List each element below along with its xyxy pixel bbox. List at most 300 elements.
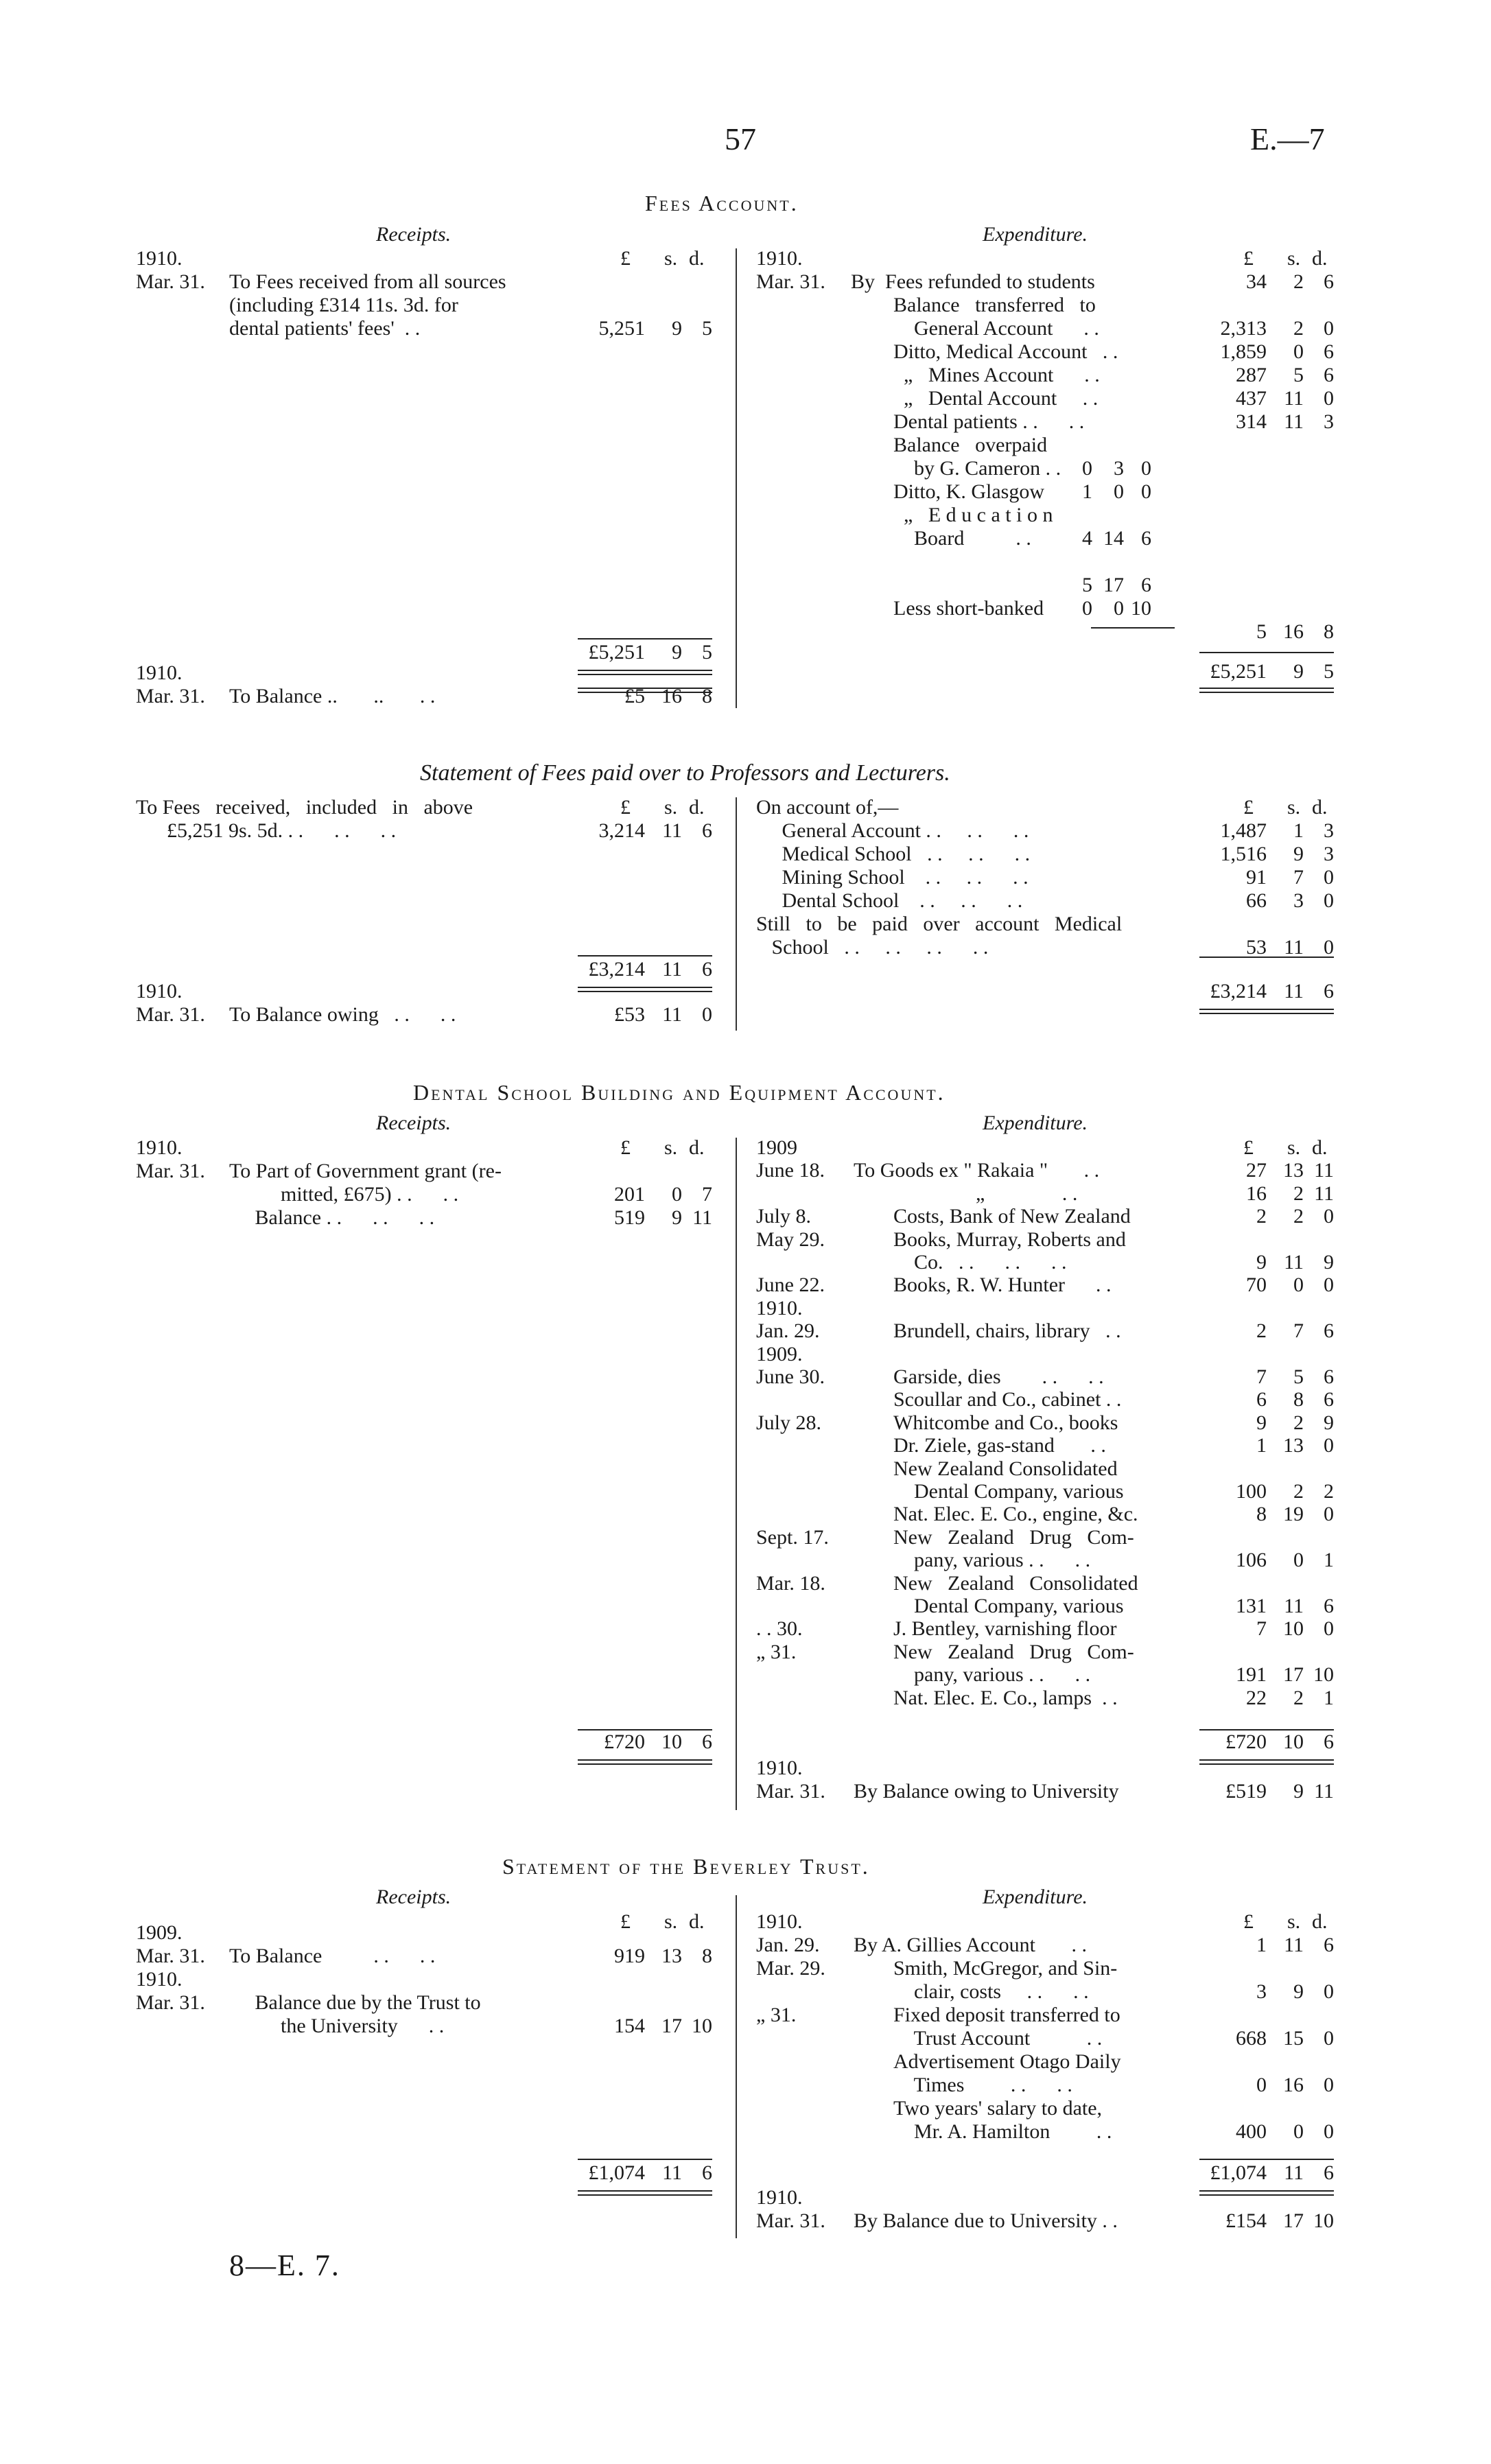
entry-description: New Zealand Consolidated — [893, 1457, 1118, 1480]
amount-shillings: 2 — [1293, 1686, 1304, 1709]
amount-pounds: 1 — [1256, 1434, 1267, 1457]
double-rule — [1199, 1009, 1334, 1014]
amount-pounds: 2,313 — [1220, 317, 1267, 340]
entry-description: By A. Gillies Account . . — [854, 1934, 1087, 1956]
amount-pence: 0 — [1324, 1980, 1334, 2003]
ledger-row — [0, 1503, 1491, 1526]
ledger-row — [0, 1411, 1491, 1435]
total-pounds: £720 — [1225, 1730, 1267, 1753]
total-shillings: 11 — [662, 958, 682, 981]
amount-pence: 6 — [1324, 1934, 1334, 1956]
amount-pounds: 1,516 — [1220, 843, 1267, 865]
beverley-right-total — [0, 2161, 1491, 2185]
entry-description: Times . . . . — [893, 2074, 1072, 2096]
ledger-row — [0, 2050, 1491, 2074]
entry-description: Costs, Bank of New Zealand — [893, 1205, 1131, 1228]
entry-date: 1910. — [756, 247, 803, 270]
total-rule — [1199, 2159, 1334, 2160]
inner-pence: 10 — [1131, 597, 1151, 620]
ledger-row — [0, 1003, 1491, 1026]
entry-description: Trust Account . . — [893, 2027, 1103, 2050]
total-pence: 6 — [1324, 1730, 1334, 1753]
amount-pounds: 3 — [1256, 1980, 1267, 2003]
ledger-row — [0, 2004, 1491, 2027]
ledger-row — [0, 317, 1491, 340]
total-pounds: £3,214 — [588, 958, 645, 981]
beverley-trust-title: Statement of the Beverley Trust. — [502, 1854, 870, 1879]
amount-pounds: 91 — [1246, 866, 1267, 889]
prof-divider — [736, 797, 737, 1031]
entry-description: Fixed deposit transferred to — [893, 2004, 1120, 2026]
total-pence: 6 — [1324, 980, 1334, 1002]
amount-pounds: 2 — [1256, 1205, 1267, 1228]
entry-date: Mar. 31. — [136, 1945, 205, 1967]
ledger-row — [0, 1480, 1491, 1503]
entry-date: Mar. 29. — [756, 1957, 825, 1980]
ledger-row — [0, 1526, 1491, 1549]
entry-date: Mar. 31. — [756, 2209, 825, 2232]
amount-pence: 0 — [1324, 2027, 1334, 2050]
entry-description: By Fees refunded to students — [851, 270, 1095, 293]
amount-pence: 8 — [1324, 620, 1334, 643]
ledger-row — [0, 504, 1491, 527]
entry-description: New Zealand Drug Com- — [893, 1640, 1134, 1663]
amount-pounds: 191 — [1236, 1663, 1267, 1687]
entry-description: General Account . . . . . . — [756, 819, 1029, 842]
ledger-row — [0, 340, 1491, 364]
amount-pounds: 106 — [1236, 1549, 1267, 1572]
ledger-row — [0, 1572, 1491, 1595]
amount-pounds: 287 — [1236, 364, 1267, 386]
amount-pounds: 27 — [1246, 1159, 1267, 1182]
entry-date: Mar. 31. — [756, 270, 825, 293]
amount-pence: 6 — [1324, 270, 1334, 293]
entry-description: „ Mines Account . . — [893, 364, 1100, 386]
amount-shillings: 2 — [1293, 317, 1304, 340]
ledger-row — [0, 1549, 1491, 1572]
amount-shillings: 10 — [1283, 1617, 1304, 1641]
ledger-row — [0, 1343, 1491, 1366]
entry-description: Balance due by the Trust to — [229, 1991, 481, 2014]
dental-receipts-heading: Receipts. — [376, 1112, 451, 1134]
amount-pounds: £53 — [614, 1003, 645, 1026]
entry-date: 1910. — [136, 661, 183, 684]
entry-description: Whitcombe and Co., books — [893, 1411, 1118, 1434]
entry-description: Dental patients . . . . — [893, 410, 1085, 433]
ledger-row — [0, 796, 1491, 819]
ledger-row — [0, 866, 1491, 889]
amount-pence: 6 — [702, 819, 712, 842]
entry-description: Dental School . . . . . . — [756, 889, 1023, 912]
amount-pounds: 53 — [1246, 936, 1267, 959]
entry-description: pany, various . . . . — [893, 1663, 1091, 1687]
entry-description: Brundell, chairs, library . . — [893, 1319, 1121, 1343]
entry-description: Mr. A. Hamilton . . — [893, 2120, 1112, 2143]
amount-pence: 11 — [1314, 1159, 1334, 1182]
amount-shillings: 17 — [661, 2015, 682, 2037]
amount-pence: 0 — [1324, 387, 1334, 410]
amount-pounds: 400 — [1236, 2120, 1267, 2143]
ledger-row — [0, 294, 1491, 317]
professors-statement-title: Statement of Fees paid over to Professors and Lecturers. — [420, 760, 950, 786]
page-number: 57 — [725, 121, 756, 156]
amount-pence: 0 — [702, 1003, 712, 1026]
dental-expenditure-heading: Expenditure. — [983, 1112, 1088, 1134]
total-pence: 6 — [702, 1730, 712, 1753]
amount-shillings: 2 — [1293, 270, 1304, 293]
amount-pounds: £5 — [624, 685, 645, 707]
ledger-row — [0, 1319, 1491, 1343]
ledger-row — [0, 2209, 1491, 2233]
ledger-row — [0, 1205, 1491, 1228]
amount-pence: 6 — [1324, 364, 1334, 386]
amount-pence: 1 — [1324, 1686, 1334, 1709]
entry-description: £5,251 9s. 5d. . . . . . . — [136, 819, 397, 842]
ledger-row — [0, 247, 1491, 270]
amount-shillings: 0 — [1293, 1274, 1304, 1297]
total-rule — [1199, 652, 1334, 653]
inner-shillings: 0 — [1114, 480, 1124, 503]
total-pence: 6 — [702, 958, 712, 981]
entry-description: pany, various . . . . — [893, 1549, 1091, 1572]
ledger-row — [0, 1457, 1491, 1481]
entry-description: dental patients' fees' . . — [229, 317, 421, 340]
amount-shillings: 15 — [1283, 2027, 1304, 2050]
entry-description: To Balance .. .. . . — [229, 685, 436, 707]
ledger-row — [0, 1934, 1491, 1957]
amount-pounds: 1,487 — [1220, 819, 1267, 842]
amount-pounds: 8 — [1256, 1503, 1267, 1526]
ledger-row — [0, 1228, 1491, 1252]
amount-shillings: 11 — [1284, 387, 1304, 410]
amount-pence: 0 — [1324, 1434, 1334, 1457]
total-pounds: £3,214 — [1210, 980, 1267, 1002]
amount-shillings: 11 — [1284, 1934, 1304, 1956]
amount-pounds: 9 — [1256, 1411, 1267, 1434]
ledger-row — [0, 1641, 1491, 1664]
ledger-row — [0, 2027, 1491, 2050]
amount-shillings: 11 — [1284, 1251, 1304, 1274]
amount-pence: 11 — [692, 1206, 712, 1229]
ledger-row — [0, 1434, 1491, 1457]
amount-pence: 0 — [1324, 2074, 1334, 2096]
entry-date: 1910. — [136, 980, 183, 1002]
total-shillings: 9 — [672, 641, 682, 664]
total-shillings: 11 — [1284, 980, 1304, 1002]
entry-date: „ 31. — [756, 2004, 797, 2026]
ledger-row — [0, 574, 1491, 597]
amount-pounds: 6 — [1256, 1388, 1267, 1411]
entry-description: To Fees received, included in above — [136, 796, 473, 819]
amount-shillings: 9 — [672, 317, 682, 340]
ledger-row — [0, 410, 1491, 434]
ledger-row — [0, 843, 1491, 866]
amount-shillings: 5 — [1293, 364, 1304, 386]
signature-mark: 8—E. 7. — [229, 2249, 340, 2282]
total-rule — [1199, 957, 1334, 958]
amount-pence: 1 — [1324, 1549, 1334, 1572]
inner-pounds: 0 — [1082, 457, 1092, 480]
fees-divider — [736, 248, 737, 708]
ledger-row — [0, 270, 1491, 294]
total-pounds: £1,074 — [588, 2161, 645, 2184]
total-pounds: £5,251 — [1210, 660, 1267, 683]
amount-shillings: 11 — [662, 819, 682, 842]
amount-pence: 0 — [1324, 1274, 1334, 1297]
amount-shillings: 17 — [1283, 2209, 1304, 2232]
amount-pence: 11 — [1314, 1780, 1334, 1803]
amount-pence: 3 — [1324, 410, 1334, 433]
entry-description: „ . . — [893, 1182, 1078, 1205]
entry-date: . . 30. — [756, 1617, 803, 1641]
entry-description: Dental Company, various — [893, 1595, 1124, 1617]
ledger-row — [0, 1136, 1491, 1160]
ledger-row — [0, 527, 1491, 550]
amount-shillings: 2 — [1293, 1411, 1304, 1434]
ledger-row — [0, 889, 1491, 913]
entry-description: by G. Cameron . . — [893, 457, 1061, 480]
amount-shillings: 9 — [672, 1206, 682, 1229]
amount-pence: 5 — [702, 317, 712, 340]
entry-description: Still to be paid over account Medical — [756, 913, 1123, 935]
inner-shillings: 14 — [1103, 527, 1124, 550]
amount-pounds: 154 — [614, 2015, 645, 2037]
entry-description: By Balance due to University . . — [854, 2209, 1118, 2232]
entry-date: Mar. 31. — [136, 270, 205, 293]
ledger-row — [0, 1780, 1491, 1803]
inner-pounds: 0 — [1082, 597, 1092, 620]
entry-date: July 8. — [756, 1205, 812, 1228]
amount-pence: 10 — [692, 2015, 712, 2037]
ledger-row — [0, 1663, 1491, 1687]
entry-date: Mar. 31. — [756, 1780, 825, 1803]
ledger-row — [0, 457, 1491, 480]
dental-right-total — [0, 1730, 1491, 1754]
entry-date: Mar. 31. — [136, 1991, 205, 2014]
amount-pence: 3 — [1324, 843, 1334, 865]
entry-date: 1910. — [756, 2186, 803, 2209]
dental-account-title: Dental School Building and Equipment Account. — [413, 1080, 946, 1105]
fees-expenditure-heading: Expenditure. — [983, 223, 1088, 246]
amount-pounds: 0 — [1256, 2074, 1267, 2096]
entry-description: New Zealand Consolidated — [893, 1571, 1138, 1595]
total-pence: 5 — [702, 641, 712, 664]
amount-pence: 6 — [1324, 1388, 1334, 1411]
amount-pounds: 519 — [614, 1206, 645, 1229]
amount-pence: 0 — [1324, 936, 1334, 959]
amount-shillings: 13 — [661, 1945, 682, 1967]
entry-date: 1910. — [136, 1968, 183, 1991]
amount-pounds: 7 — [1256, 1365, 1267, 1388]
entry-description: Smith, McGregor, and Sin- — [893, 1957, 1118, 1980]
amount-pence: 0 — [1324, 889, 1334, 912]
amount-pounds: 437 — [1236, 387, 1267, 410]
total-pence: 5 — [1324, 660, 1334, 683]
ledger-row — [0, 2074, 1491, 2097]
amount-pence: 8 — [702, 685, 712, 707]
amount-pence: 0 — [1324, 1205, 1334, 1228]
beverley-expenditure-heading: Expenditure. — [983, 1886, 1088, 1908]
ledger-row — [0, 1159, 1491, 1182]
entry-description: Board . . — [893, 527, 1031, 550]
inner-pounds: 5 — [1082, 574, 1092, 596]
amount-pounds: 66 — [1246, 889, 1267, 912]
beverley-divider — [736, 1895, 737, 2238]
entry-description: (including £314 11s. 3d. for — [229, 294, 458, 316]
amount-pence: 9 — [1324, 1251, 1334, 1274]
entry-description: J. Bentley, varnishing floor — [893, 1617, 1117, 1641]
amount-pounds: 5,251 — [598, 317, 645, 340]
entry-description: Medical School . . . . . . — [756, 843, 1031, 865]
ledger-row — [0, 597, 1491, 620]
amount-shillings: 11 — [662, 1003, 682, 1026]
entry-description: Advertisement Otago Daily — [893, 2050, 1121, 2073]
inner-shillings: 3 — [1114, 457, 1124, 480]
ledger-row — [0, 1251, 1491, 1274]
amount-pounds: 668 — [1236, 2027, 1267, 2050]
subtotal-rule — [1091, 627, 1175, 629]
amount-pence: 0 — [1324, 317, 1334, 340]
fees-receipts-heading: Receipts. — [376, 223, 451, 246]
entry-date: July 28. — [756, 1411, 822, 1434]
inner-shillings: 17 — [1103, 574, 1124, 596]
ledger-row — [0, 1595, 1491, 1618]
amount-shillings: 0 — [1293, 2120, 1304, 2143]
total-pounds: £720 — [604, 1730, 645, 1753]
amount-shillings: 9 — [1293, 1780, 1304, 1803]
entry-date: June 22. — [756, 1274, 825, 1297]
amount-shillings: 2 — [1293, 1182, 1304, 1205]
amount-pounds: 2 — [1256, 1319, 1267, 1343]
ledger-row — [0, 2097, 1491, 2120]
amount-shillings: 16 — [661, 685, 682, 707]
ledger-row — [0, 387, 1491, 410]
entry-date: „ 31. — [756, 1640, 797, 1663]
amount-shillings: 0 — [672, 1183, 682, 1206]
inner-pence: 0 — [1141, 457, 1151, 480]
beverley-receipts-heading: Receipts. — [376, 1886, 451, 1908]
total-rule — [578, 2159, 712, 2160]
ledger-row — [0, 1617, 1491, 1641]
entry-description: Nat. Elec. E. Co., engine, &c. — [893, 1503, 1138, 1526]
amount-shillings: 16 — [1283, 2074, 1304, 2096]
entry-description: „ Dental Account . . — [893, 387, 1099, 410]
amount-pence: 0 — [1324, 1617, 1334, 1641]
amount-pence: 11 — [1314, 1182, 1334, 1205]
amount-shillings: 16 — [1283, 620, 1304, 643]
total-shillings: 10 — [1283, 1730, 1304, 1753]
entry-description: Dental Company, various — [893, 1480, 1124, 1503]
amount-pence: 6 — [1324, 340, 1334, 363]
ledger-row — [0, 819, 1491, 843]
amount-pounds: 70 — [1246, 1274, 1267, 1297]
inner-shillings: 0 — [1114, 597, 1124, 620]
amount-pence: 0 — [1324, 1503, 1334, 1526]
amount-pounds: 314 — [1236, 410, 1267, 433]
entry-description: To Goods ex " Rakaia " . . — [854, 1159, 1100, 1182]
fees-right-total — [0, 660, 1491, 683]
inner-pounds: 1 — [1082, 480, 1092, 503]
total-pence: 6 — [702, 2161, 712, 2184]
amount-shillings: 17 — [1283, 1663, 1304, 1687]
entry-description: School . . . . . . . . — [756, 936, 989, 959]
entry-date: 1910. — [756, 1757, 803, 1779]
fees-account-title: Fees Account. — [645, 191, 799, 215]
amount-shillings: 19 — [1283, 1503, 1304, 1526]
entry-date: 1909 — [756, 1136, 797, 1159]
ledger-row — [0, 364, 1491, 387]
entry-date: Jan. 29. — [756, 1319, 820, 1343]
prof-right-total — [0, 980, 1491, 1003]
ledger-row — [0, 2120, 1491, 2144]
entry-date: 1910. — [136, 247, 183, 270]
amount-pounds: 16 — [1246, 1182, 1267, 1205]
amount-pounds: 201 — [614, 1183, 645, 1206]
ledger-row — [0, 913, 1491, 936]
entry-description: Dr. Ziele, gas-stand . . — [893, 1434, 1106, 1457]
entry-date: Mar. 31. — [136, 685, 205, 707]
amount-shillings: 2 — [1293, 1205, 1304, 1228]
amount-shillings: 0 — [1293, 1549, 1304, 1572]
entry-description: Garside, dies . . . . — [893, 1365, 1104, 1388]
total-pounds: £1,074 — [1210, 2161, 1267, 2184]
amount-pence: 10 — [1313, 1663, 1334, 1687]
entry-description: To Part of Government grant (re- — [229, 1160, 502, 1182]
amount-pounds: 3,214 — [598, 819, 645, 842]
entry-description: Books, R. W. Hunter . . — [893, 1274, 1112, 1297]
ledger-row — [0, 1365, 1491, 1389]
amount-shillings: 11 — [1284, 410, 1304, 433]
ledger-row — [0, 480, 1491, 504]
amount-pounds: 919 — [614, 1945, 645, 1967]
amount-pounds: 1 — [1256, 1934, 1267, 1956]
amount-pounds: 7 — [1256, 1617, 1267, 1641]
entry-description: Two years' salary to date, — [893, 2097, 1103, 2120]
amount-pence: 7 — [702, 1183, 712, 1206]
ledger-row — [0, 1910, 1491, 1934]
amount-pence: 9 — [1324, 1411, 1334, 1434]
entry-date: June 30. — [756, 1365, 825, 1388]
amount-shillings: 11 — [1284, 936, 1304, 959]
amount-pence: 6 — [1324, 1595, 1334, 1617]
amount-shillings: 11 — [1284, 1595, 1304, 1617]
entry-description: On account of,— — [756, 796, 899, 819]
entry-date: 1910. — [136, 1136, 183, 1159]
amount-shillings: 3 — [1293, 889, 1304, 912]
entry-date: Mar. 31. — [136, 1003, 205, 1026]
entry-description: To Fees received from all sources — [229, 270, 506, 293]
entry-description: clair, costs . . . . — [893, 1980, 1089, 2003]
entry-description: To Balance . . . . — [229, 1945, 436, 1967]
amount-pounds: 5 — [1256, 620, 1267, 643]
double-rule — [578, 688, 712, 693]
amount-shillings: 9 — [1293, 843, 1304, 865]
entry-description: To Balance owing . . . . — [229, 1003, 456, 1026]
ledger-row — [0, 1297, 1491, 1320]
entry-description: Scoullar and Co., cabinet . . — [893, 1388, 1122, 1411]
ledger-row — [0, 620, 1491, 644]
inner-pence: 6 — [1141, 527, 1151, 550]
amount-pounds: 1,859 — [1220, 340, 1267, 363]
amount-shillings: 2 — [1293, 1480, 1304, 1503]
entry-description: New Zealand Drug Com- — [893, 1525, 1134, 1549]
entry-description: Nat. Elec. E. Co., lamps . . — [893, 1686, 1118, 1709]
document-page: 57 E.—7 Fees Account. Receipts. Expenditure. £ s. d. £ s. d. 1910. Mar. 31. To Fees received from all sources (including £314 11s. 3d. for dental patients' fees' . . 5,251 9 5 £5,251 9 5 1910. Mar. 31. To Balance .. .. . . £5 16 8 1910. Mar. 31. By Fees refunded to students 34 2 6 Balance transferred to General Account . . 2,313 2 0 Ditto, Medical Account . . 1,859 0 6 „ Mines Account . . 287 5 6 „ Dental Account . . 437 11 0 Dental patients . . . . 314 11 3 Balance overpaid by G. Cameron . . 0 3 0 Ditto, K. Glasgow 1 0 0 „ E d u c a t i o n Board . . 4 14 6 5 17 6 Less short-banked 0 0 10 5 16 8 £5,251 9 5 Statement of Fees paid over to Professors and Lecturers. £ s. d. £ s. d. To Fees received, included in above £5,251 9s. 5d. . . . . . . 3,214 11 6 £3,214 11 6 1910. Mar. 31. To Balance owing . . . . £53 11 0 On account of,— General Account . . . . . . 1,487 1 3 Medical School . . . . . . 1,516 9 3 Mining School . . . . . . 91 7 0 Dental School . . . . . . 66 3 0 Still to be paid over account Medical School . . . . . . . . 53 11 0 £3,214 11 6 Dental School Building and Equipment Account. Receipts. Expenditure. £ s. d. £ s. d. 1910. Mar. 31. To Part of Government grant (re- mitted, £675) . . . . 201 0 7 Balance . . . . . . 519 9 11 £720 10 6 1909 June 18. To Goods ex " Rakaia " . . 27 13 11 „ . . 16 2 11 July 8. Costs, Bank of New Zealand 2 2 0 May 29. Books, Murray, Roberts and Co. . . . . . . 9 11 9 June 22. Books, R. W. Hunter . . 70 0 0 1910. Jan. 29. Brundell, chairs, library . . 2 7 6 1909. June 30. Garside, dies . . . . 7 5 6 Scoullar and Co., cabinet . . 6 8 6 July 28. Whitcombe and Co., books 9 2 9 Dr. Ziele, gas-stand . . 1 13 0 New Zealand Consolidated Dental Company, various 100 2 2 Nat. Elec. E. Co., engine, &c. 8 19 0 Sept. 17. New Zealand Drug Com- pany, various . . . . 106 0 1 Mar. 18. New Zealand Consolidated Dental Company, various 131 11 6 . . 30. J. Bentley, varnishing floor 7 10 0 „ 31. New Zealand Drug Com- pany, various . . . . 191 17 10 Nat. Elec. E. Co., lamps . . 22 2 1 £720 10 6 1910. Mar. 31. By Balance owing to University £519 9 11 Statement of the Beverley Trust. Receipts. Expenditure. £ s. d. £ s. d. 1909. Mar. 31. To Balance . . . . 919 13 8 1910. Mar. 31. Balance due by the Trust to the University . . 154 17 10 £1,074 11 6 1910. Jan. 29. By A. Gillies Account . . 1 11 6 Mar. 29. Smith, McGregor, and Sin- clair, costs . . . . 3 9 0 „ 31. Fixed deposit transferred to Trust Account . . 668 15 0 Advertisement Otago Daily Times . . . . 0 16 0 Two years' salary to date, Mr. A. Hamilton . . 400 0 0 £1,074 11 6 1910. Mar. 31. By Balance due to University . . £154 17 10 8—E. 7. — [0, 0, 1491, 2464]
entry-description: Books, Murray, Roberts and — [893, 1228, 1126, 1251]
entry-date: Jan. 29. — [756, 1934, 820, 1956]
amount-pounds: 9 — [1256, 1251, 1267, 1274]
amount-shillings: 8 — [1293, 1388, 1304, 1411]
